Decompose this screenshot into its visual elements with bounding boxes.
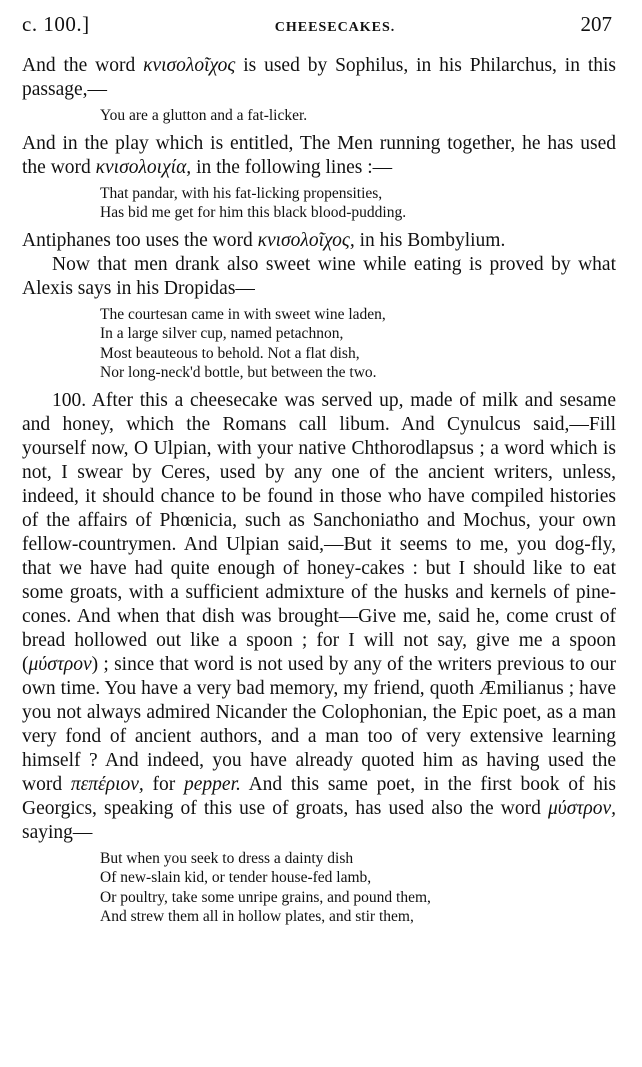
text-run: 100. After this a cheesecake was served up, made of milk and sesame and honey, which the Romans call libum. And Cynulcus said,—Fill yourself now, O Ulpian, with your native Chthorodlapsus ; a word which is not, I swear by Ceres, used by any one of the ancient writers, unless, indeed, it should chance to be found in those who have compiled histories of the affairs of Phœnicia, such as Sanchoniatho and Mochus, your own fellow-countrymen. And Ulpian said,—But it seems to me, you dog-fly, that we have had quite enough of honey-cakes : but I should like to eat some groats, with a sufficient admixture of the husks and kernels of pine-cones. And when that dish was brought—Give me, said he, come crust of bread hollowed out like a spoon ; for I will not say, give me a spoon ( <box>22 389 616 675</box>
text-run: And this same poet, in the first book of his Georgics, speaking of this use of groats, has used also the word <box>22 773 616 819</box>
paragraph-section-100 <box>22 389 616 845</box>
greek-word: μύστρον, <box>548 797 616 819</box>
verse-line: Most beauteous to behold. Not a flat dish, <box>100 344 360 362</box>
greek-word: κνισολοῖχος <box>143 55 236 76</box>
italic-word: pepper. <box>184 773 241 795</box>
greek-word: κνισολοιχία, <box>95 156 192 178</box>
text-run: Now that men drank also sweet wine while eating is proved by what Alexis says in his Dropidas— <box>22 253 616 299</box>
text-run: in his Bombylium. <box>354 229 506 251</box>
paragraph-sweet-wine <box>22 253 616 301</box>
paragraph-antiphanes <box>22 229 616 253</box>
paragraph-men-running <box>22 132 616 180</box>
running-header <box>22 12 612 42</box>
verse-line: Has bid me get for him this black blood-pudding. <box>100 204 407 221</box>
verse-quote-3 <box>22 305 616 383</box>
running-title: CHEESECAKES. <box>274 20 396 35</box>
greek-word: μύστρον <box>28 653 92 675</box>
verse-line: But when you seek to dress a dainty dish <box>100 849 354 867</box>
verse-quote-1 <box>22 106 616 126</box>
text-run: is used by Sophilus, in his Philarchus, in this passage,— <box>22 55 617 100</box>
text-run: And in the play which is entitled, The Men running together, he has used the word <box>22 132 616 178</box>
page-body <box>22 54 616 933</box>
greek-word: κνισολοῖχος, <box>257 229 355 251</box>
verse-quote-4 <box>22 849 616 927</box>
text-run: And the word <box>22 55 144 76</box>
verse-line: That pandar, with his fat-licking propensities, <box>100 184 383 202</box>
verse-line: The courtesan came in with sweet wine laden, <box>100 305 386 323</box>
verse-line: And strew them all in hollow plates, and stir them, <box>100 908 414 925</box>
verse-line: Of new-slain kid, or tender house-fed lamb, <box>100 869 372 886</box>
text-run: in the following lines :— <box>191 156 393 178</box>
text-run: Antiphanes too uses the word <box>22 229 258 251</box>
verse-line: In a large silver cup, named petachnon, <box>100 325 344 342</box>
verse-line: Nor long-neck'd bottle, but between the two. <box>100 364 377 381</box>
greek-word: πεπέριον, <box>70 773 144 795</box>
page-number: 207 <box>580 12 612 36</box>
text-run: ) ; since that word is not used by any of the writers previous to our own time. You have a very bad memory, my friend, quoth Æmilianus ; have you not always admired Nicander the Colophonian, the Epic poet, as a man very fond of ancient authors, and a man too of very extensive learning himself ? And indeed, you have already quoted him as having used the word <box>22 653 616 795</box>
verse-quote-2 <box>22 184 616 223</box>
text-run: for <box>143 773 185 795</box>
text-run: saying— <box>22 821 93 843</box>
paragraph-sophilus <box>22 54 616 102</box>
section-reference: c. 100.] <box>22 12 90 36</box>
verse-line: You are a glutton and a fat-licker. <box>100 107 308 124</box>
verse-line: Or poultry, take some unripe grains, and pound them, <box>100 888 431 906</box>
